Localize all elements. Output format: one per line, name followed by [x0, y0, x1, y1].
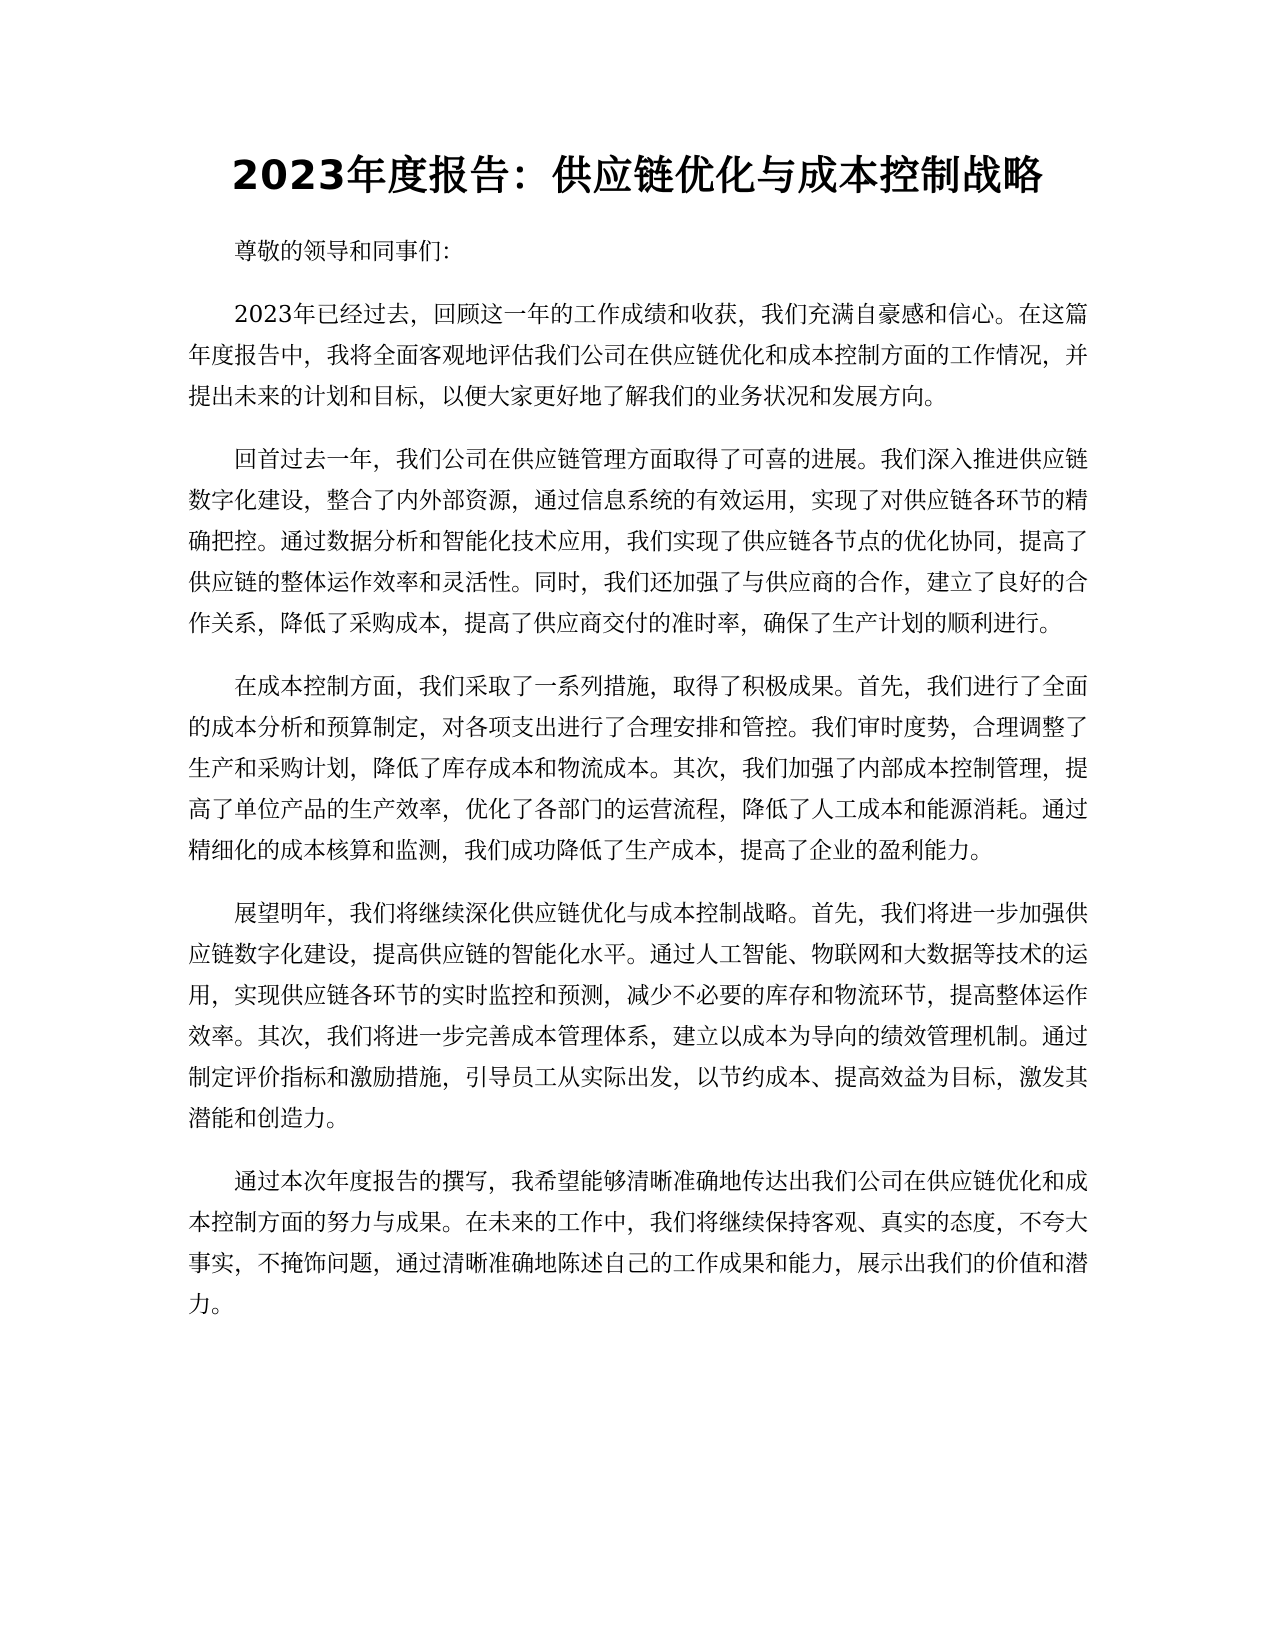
paragraph-cost-control: 在成本控制方面，我们采取了一系列措施，取得了积极成果。首先，我们进行了全面的成本分析和预算制定，对各项支出进行了合理安排和管控。我们审时度势，合理调整了生产和采购计划，降低了库存成本和物流成本。其次，我们加强了内部成本控制管理，提高了单位产品的生产效率，优化了各部门的运营流程，降低了人工成本和能源消耗。通过精细化的成本核算和监测，我们成功降低了生产成本，提高了企业的盈利能力。	[188, 674, 1088, 864]
paragraph-intro: 2023年已经过去，回顾这一年的工作成绩和收获，我们充满自豪感和信心。在这篇年度报告中，我将全面客观地评估我们公司在供应链优化和成本控制方面的工作情况，并提出未来的计划和目标，以便大家更好地了解我们的业务状况和发展方向。	[188, 302, 1088, 410]
document-body	[188, 232, 1088, 1348]
paragraph-conclusion: 通过本次年度报告的撰写，我希望能够清晰准确地传达出我们公司在供应链优化和成本控制方面的努力与成果。在未来的工作中，我们将继续保持客观、真实的态度，不夸大事实，不掩饰问题，通过清晰准确地陈述自己的工作成果和能力，展示出我们的价值和潜力。	[188, 1169, 1088, 1318]
paragraph-supply-chain-review: 回首过去一年，我们公司在供应链管理方面取得了可喜的进展。我们深入推进供应链数字化建设，整合了内外部资源，通过信息系统的有效运用，实现了对供应链各环节的精确把控。通过数据分析和智能化技术应用，我们实现了供应链各节点的优化协同，提高了供应链的整体运作效率和灵活性。同时，我们还加强了与供应商的合作，建立了良好的合作关系，降低了采购成本，提高了供应商交付的准时率，确保了生产计划的顺利进行。	[188, 447, 1088, 637]
paragraph-outlook: 展望明年，我们将继续深化供应链优化与成本控制战略。首先，我们将进一步加强供应链数字化建设，提高供应链的智能化水平。通过人工智能、物联网和大数据等技术的运用，实现供应链各环节的实时监控和预测，减少不必要的库存和物流环节，提高整体运作效率。其次，我们将进一步完善成本管理体系，建立以成本为导向的绩效管理机制。通过制定评价指标和激励措施，引导员工从实际出发，以节约成本、提高效益为目标，激发其潜能和创造力。	[188, 901, 1088, 1132]
greeting: 尊敬的领导和同事们：	[234, 239, 464, 265]
page-title: 2023年度报告：供应链优化与成本控制战略	[231, 153, 1044, 199]
